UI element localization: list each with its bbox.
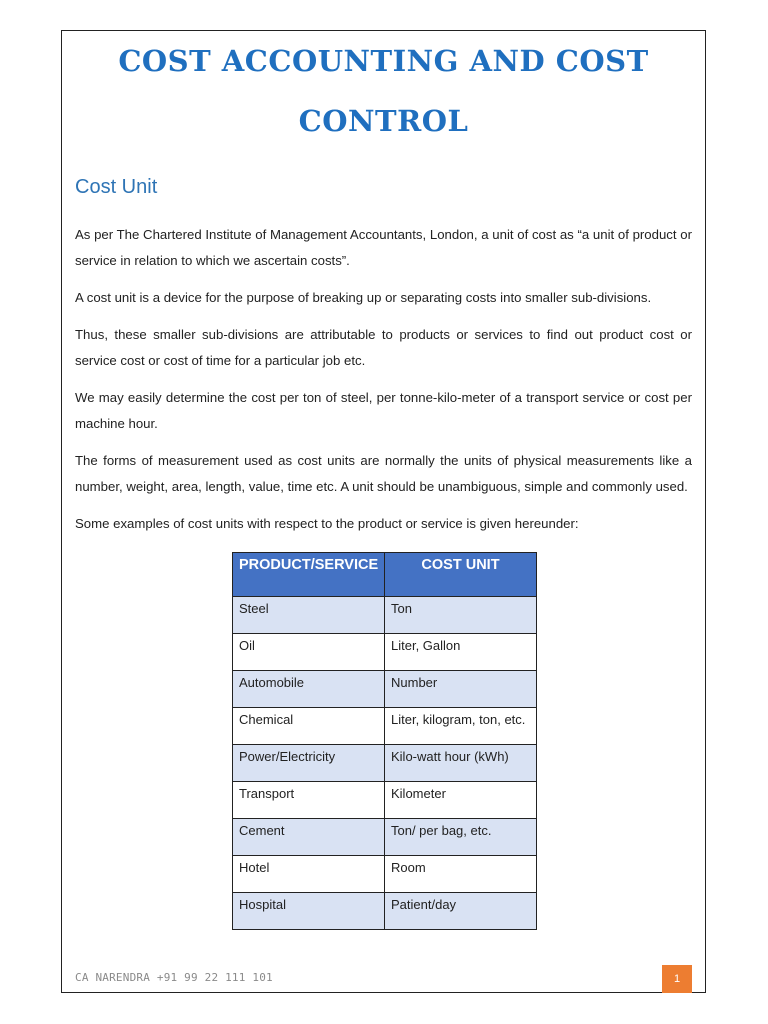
header-product-service: PRODUCT/SERVICE — [233, 553, 385, 597]
product-cell: Automobile — [233, 671, 385, 708]
cost-unit-table — [232, 552, 537, 930]
table-row — [233, 893, 537, 930]
paragraph-example: We may easily determine the cost per ton of steel, per tonne-kilo-meter of a transport service or cost per machine hour. — [75, 390, 692, 431]
table-header-row — [233, 553, 537, 597]
section-heading: Cost Unit — [75, 176, 158, 198]
cost-unit-cell: Kilo-watt hour (kWh) — [385, 745, 537, 782]
cost-unit-cell: Room — [385, 856, 537, 893]
cost-unit-cell: Liter, kilogram, ton, etc. — [385, 708, 537, 745]
table-row — [233, 745, 537, 782]
product-cell: Transport — [233, 782, 385, 819]
product-cell: Hospital — [233, 893, 385, 930]
paragraph-definition: As per The Chartered Institute of Management Accountants, London, a unit of cost as “a unit of product or service in relation to which we ascertain costs”. — [75, 227, 692, 268]
product-cell: Steel — [233, 597, 385, 634]
table-row — [233, 708, 537, 745]
table-row — [233, 597, 537, 634]
product-cell: Cement — [233, 819, 385, 856]
cost-unit-cell: Number — [385, 671, 537, 708]
document-title-line-1: COST ACCOUNTING AND COST — [118, 44, 649, 78]
footer-author-contact: CA NARENDRA +91 99 22 111 101 — [75, 971, 273, 984]
paragraph-measurement: The forms of measurement used as cost units are normally the units of physical measurements like a number, weight, area, length, value, time etc. A unit should be unambiguous, simple and commonly used. — [75, 453, 692, 494]
cost-unit-cell: Ton — [385, 597, 537, 634]
table-row — [233, 856, 537, 893]
paragraph-attributable: Thus, these smaller sub-divisions are attributable to products or services to find out product cost or service cost or cost of time for a particular job etc. — [75, 327, 692, 368]
product-cell: Oil — [233, 634, 385, 671]
document-title-line-2: CONTROL — [298, 104, 469, 138]
table-row — [233, 671, 537, 708]
cost-unit-cell: Kilometer — [385, 782, 537, 819]
table-row — [233, 819, 537, 856]
cost-unit-cell: Patient/day — [385, 893, 537, 930]
table-row — [233, 634, 537, 671]
cost-unit-cell: Ton/ per bag, etc. — [385, 819, 537, 856]
paragraph-intro-table: Some examples of cost units with respect to the product or service is given hereunder: — [75, 516, 579, 531]
header-cost-unit: COST UNIT — [385, 553, 537, 597]
page-number-badge: 1 — [662, 965, 692, 993]
table-row — [233, 782, 537, 819]
product-cell: Power/Electricity — [233, 745, 385, 782]
paragraph-device: A cost unit is a device for the purpose of breaking up or separating costs into smaller sub-divisions. — [75, 290, 652, 305]
product-cell: Hotel — [233, 856, 385, 893]
product-cell: Chemical — [233, 708, 385, 745]
cost-unit-cell: Liter, Gallon — [385, 634, 537, 671]
